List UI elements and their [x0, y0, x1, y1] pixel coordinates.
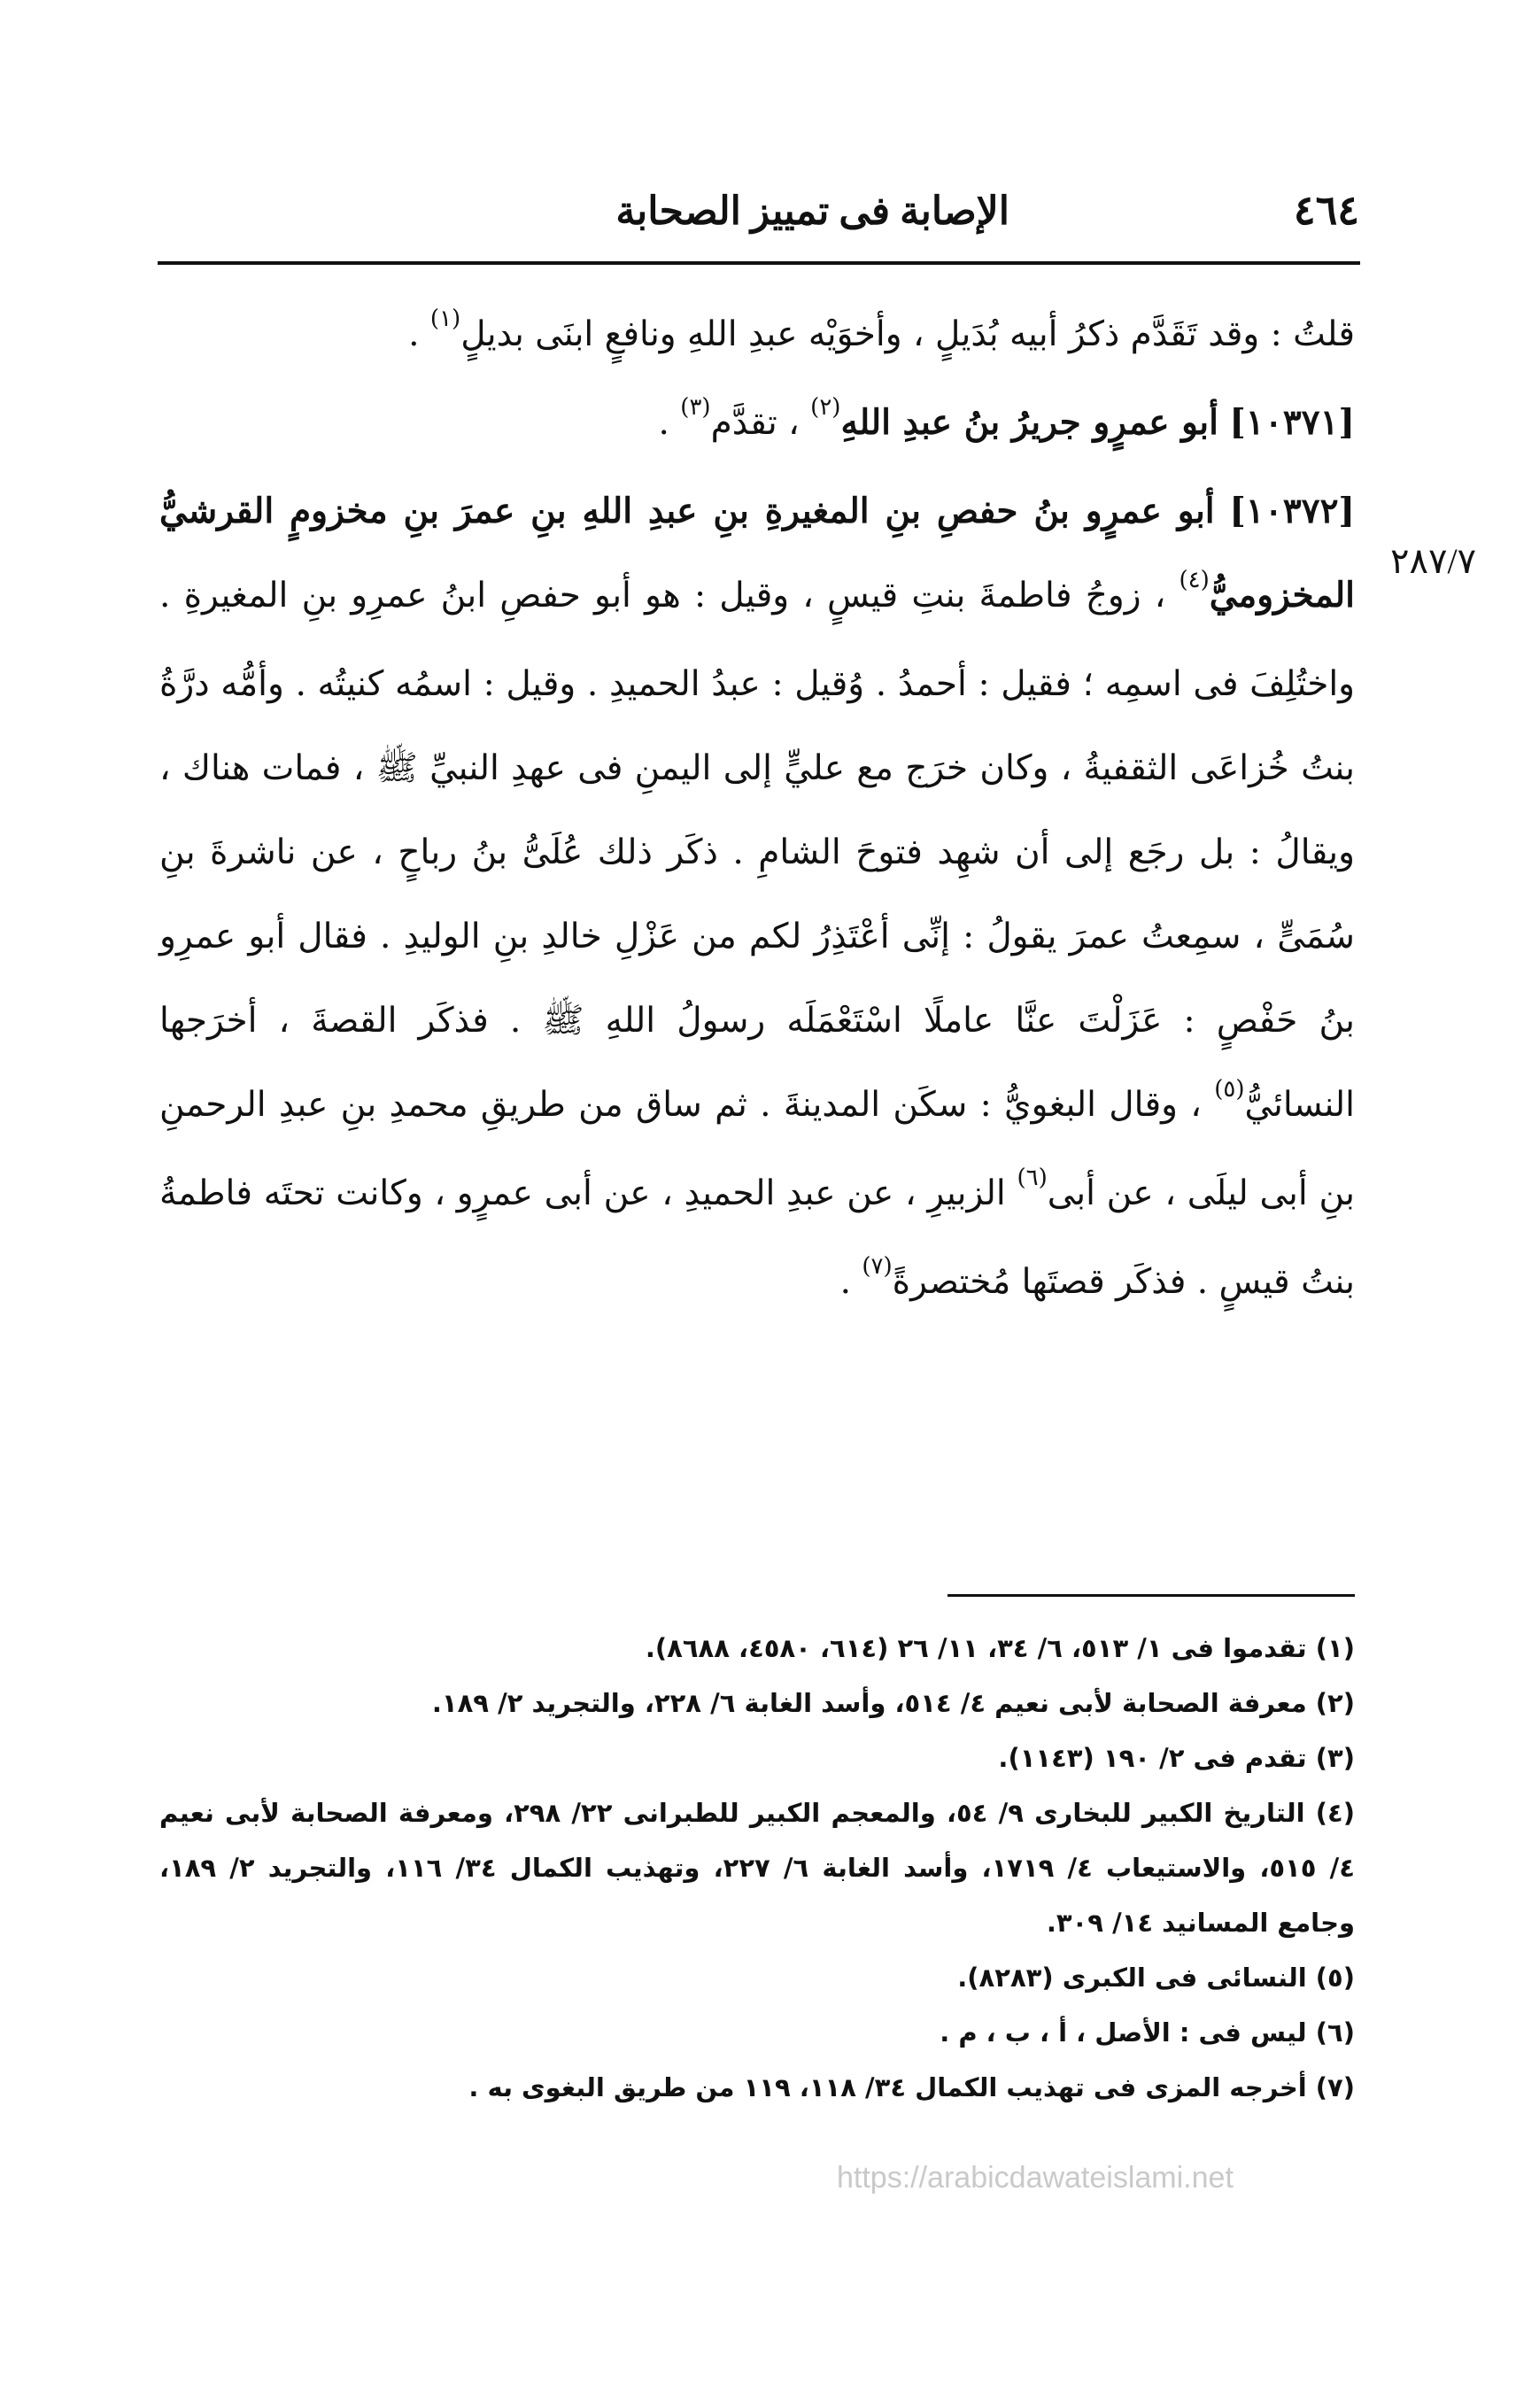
footnote-marker: (٤) — [1179, 567, 1210, 593]
footnote-marker: (١) — [429, 306, 461, 332]
footnote-7: (٧) أخرجه المزى فى تهذيب الكمال ٣٤/ ١١٨، ١١٩ من طريق البغوى به . — [468, 2072, 1355, 2102]
footnote-1: (١) تقدموا فى ١/ ٥١٣، ٦/ ٣٤، ١١/ ٢٦ (٦١٤، ٤٥٨٠، ٨٦٨٨). — [645, 1633, 1355, 1663]
entry-text: ، وقال البغويُّ : سكَن المدينةَ . ثم ساق من طريقِ محمدِ بنِ عبدِ الرحمنِ بنِ أبى ليلَى ، عن أبى — [159, 1085, 1356, 1213]
footnote-marker: (٢) — [810, 394, 841, 421]
sentence-end: . — [839, 1262, 862, 1302]
margin-volume-page-reference: ٢٨٧/٧ — [1390, 541, 1477, 581]
footnote-divider — [948, 1594, 1355, 1597]
footnote-marker: (٦) — [1017, 1165, 1048, 1191]
main-text — [159, 292, 1355, 1328]
sentence-end: . — [658, 403, 681, 443]
running-title: الإصابة فى تمييز الصحابة — [615, 190, 1009, 233]
entry-text: ، تقدَّم — [710, 403, 811, 443]
entry-number: [١٠٣٧٢] — [1229, 491, 1355, 531]
footnote-2: (٢) معرفة الصحابة لأبى نعيم ٤/ ٥١٤، وأسد الغابة ٦/ ٢٢٨، والتجريد ٢/ ١٨٩. — [431, 1688, 1355, 1718]
page-header — [248, 182, 1359, 261]
footnote-5: (٥) النسائى فى الكبرى (٨٢٨٣). — [957, 1963, 1355, 1993]
page-number: ٤٦٤ — [1293, 188, 1359, 233]
sentence-end: . — [408, 314, 430, 354]
entry-10372 — [159, 469, 1355, 1328]
entry-name: أبو عمرٍو جريرُ بنُ عبدِ اللهِ — [840, 402, 1218, 443]
footnote-4: (٤) التاريخ الكبير للبخارى ٩/ ٥٤، والمعجم الكبير للطبرانى ٢٢/ ٢٩٨، ومعرفة الصحابة لأبى نعيم ٤/ ٥١٥، والاستيعاب ٤/ ١٧١٩، وأسد الغابة ٦/ ٢٢٧، وتهذيب الكمال ٣٤/ ١١٦، والتجريد ٢/ ١٨٩، وجامع المسانيد ١٤/ ٣٠٩. — [159, 1798, 1355, 1938]
entry-10371 — [159, 381, 1355, 469]
entry-text: ، زوجُ فاطمةَ بنتِ قيسٍ ، وقيل : هو أبو حفصِ ابنُ عمرِو بنِ المغيرةِ . واختُلِفَ فى اسمِه ؛ فقيل : أحمدُ . وُقيل : عبدُ الحميدِ . وقيل : اسمُه كنيتُه . وأمُّه درَّةُ بنتُ خُزاعَى الثقفيةُ ، وكان خرَج مع عليٍّ إلى اليمنِ فى عهدِ النبيِّ ﷺ ، فمات هناك ، ويقالُ : بل رجَع إلى أن شهِد فتوحَ الشامِ . ذكَر ذلك عُلَىُّ بنُ رباحٍ ، عن ناشرةَ بنِ سُمَىٍّ ، سمِعتُ عمرَ يقولُ : إنِّى أعْتَذِرُ لكم من عَزْلِ خالدِ بنِ الوليدِ . فقال أبو عمرِو بنُ حَفْصٍ : عَزَلْتَ عنَّا عاملًا اسْتَعْمَلَه رسولُ اللهِ ﷺ . فذكَر القصةَ ، أخرَجها النسائيُّ — [159, 576, 1355, 1125]
note-text: قلتُ : وقد تَقَدَّم ذكرُ أبيه بُدَيلٍ ، وأخوَيْه عبدِ اللهِ ونافعٍ ابنَى بديلٍ — [460, 314, 1355, 354]
watermark-url: https://arabicdawateislami.net — [837, 2161, 1234, 2195]
entry-number: [١٠٣٧١] — [1229, 402, 1355, 443]
footnote-marker: (٥) — [1214, 1076, 1245, 1103]
footnotes — [159, 1621, 1355, 2115]
footnote-marker: (٧) — [862, 1253, 893, 1280]
entry-name: أبو عمرٍو بنُ حفصِ بنِ المغيرةِ بنِ عبدِ اللهِ بنِ عمرَ بنِ مخزومٍ القرشيُّ المخزوميُّ — [159, 491, 1355, 616]
entry-text: الزبيرِ ، عن عبدِ الحميدِ ، عن أبى عمرٍو ، وكانت تحتَه فاطمةُ بنتُ قيسٍ . فذكَر قصتَها مُختصرةً — [159, 1173, 1355, 1302]
footnote-marker: (٣) — [680, 394, 711, 421]
header-divider — [158, 261, 1360, 265]
paragraph-note — [159, 292, 1355, 381]
footnote-3: (٣) تقدم فى ٢/ ١٩٠ (١١٤٣). — [998, 1743, 1355, 1773]
footnote-6: (٦) ليس فى : الأصل ، أ ، ب ، م . — [940, 2017, 1355, 2048]
